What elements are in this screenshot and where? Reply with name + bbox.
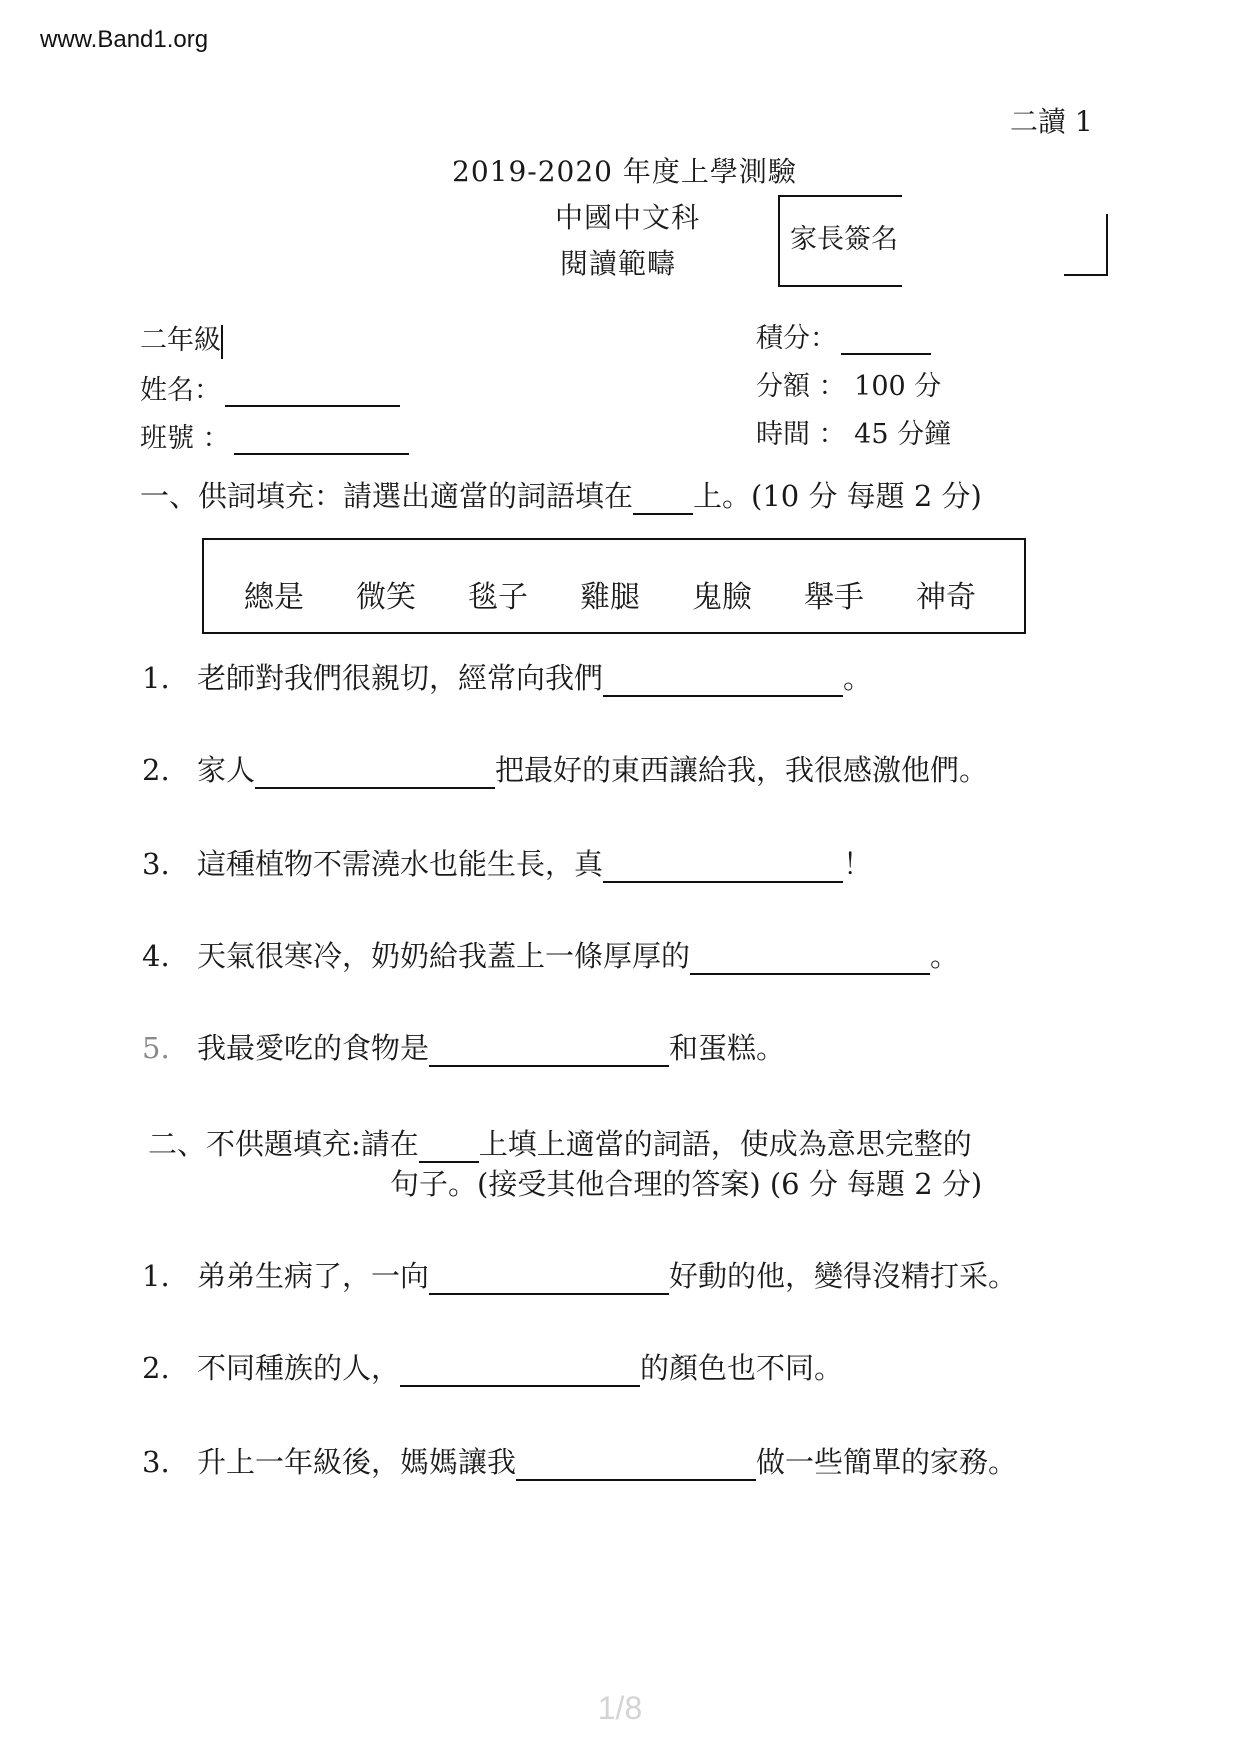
full-marks: 分額 ： 100 分: [756, 371, 942, 402]
exam-title: 2019-2020 年度上學測驗: [452, 155, 797, 188]
word-bank: [202, 538, 1026, 634]
s1-question-1: 1. 老師對我們很親切，經常向我們 。: [142, 661, 873, 695]
page-number: 1/8: [597, 1690, 643, 1726]
title-blank: [633, 512, 693, 515]
s2-question-2: 2. 不同種族的人， 的顏色也不同。: [142, 1351, 844, 1385]
word-bank-item: 神奇: [916, 580, 976, 615]
name-field[interactable]: 姓名：: [140, 368, 400, 407]
answer-blank[interactable]: [516, 1478, 756, 1481]
answer-blank[interactable]: [690, 972, 930, 975]
score-field[interactable]: 積分：: [756, 316, 931, 355]
answer-blank[interactable]: [429, 1064, 669, 1067]
word-bank-item: 舉手: [804, 580, 864, 615]
site-url: www.Band1.org: [40, 26, 209, 53]
section2-title-line2: 句子。(接受其他合理的答案) (6 分 每題 2 分): [390, 1167, 983, 1201]
section2-title: 二、不供題填充:請在 上填上適當的詞語，使成為意思完整的: [148, 1127, 972, 1161]
answer-blank[interactable]: [255, 786, 495, 789]
word-bank-item: 毯子: [468, 580, 528, 615]
section-scope: 閱讀範疇: [560, 247, 677, 280]
s1-question-4: 4. 天氣很寒冷，奶奶給我蓋上一條厚厚的 。: [142, 939, 960, 973]
word-bank-item: 雞腿: [580, 580, 640, 615]
parent-signature-label: 家長簽名: [790, 224, 898, 255]
score-line[interactable]: [841, 352, 931, 355]
word-bank-item: 鬼臉: [692, 580, 752, 615]
section1-title: 一、供詞填充：請選出適當的詞語填在 上。(10 分 每題 2 分): [140, 479, 982, 513]
class-number-field[interactable]: 班號 ：: [140, 416, 409, 455]
signature-box-corner: [1064, 214, 1108, 276]
word-bank-item: 微笑: [356, 580, 416, 615]
name-line[interactable]: [225, 404, 400, 407]
grade-label: 二年級: [140, 318, 223, 359]
answer-blank[interactable]: [603, 880, 843, 883]
s1-question-5: 5. 我最愛吃的食物是 和蛋糕。: [142, 1031, 786, 1065]
subject-title: 中國中文科: [555, 201, 701, 234]
s2-question-3: 3. 升上一年級後，媽媽讓我 做一些簡單的家務。: [142, 1445, 1018, 1479]
s1-question-2: 2. 家人 把最好的東西讓給我，我很感激他們。: [142, 753, 989, 787]
paper-code: 二讀 1: [1010, 105, 1093, 138]
s1-question-3: 3. 這種植物不需澆水也能生長，真 ！: [142, 847, 873, 881]
s2-question-1: 1. 弟弟生病了，一向 好動的他，變得沒精打采。: [142, 1259, 1018, 1293]
answer-blank[interactable]: [400, 1384, 640, 1387]
answer-blank[interactable]: [603, 694, 843, 697]
word-bank-item: 總是: [244, 580, 304, 615]
time-allowed: 時間 ： 45 分鐘: [756, 419, 952, 450]
class-number-line[interactable]: [234, 452, 409, 455]
parent-signature-box[interactable]: [778, 195, 902, 287]
answer-blank[interactable]: [429, 1292, 669, 1295]
